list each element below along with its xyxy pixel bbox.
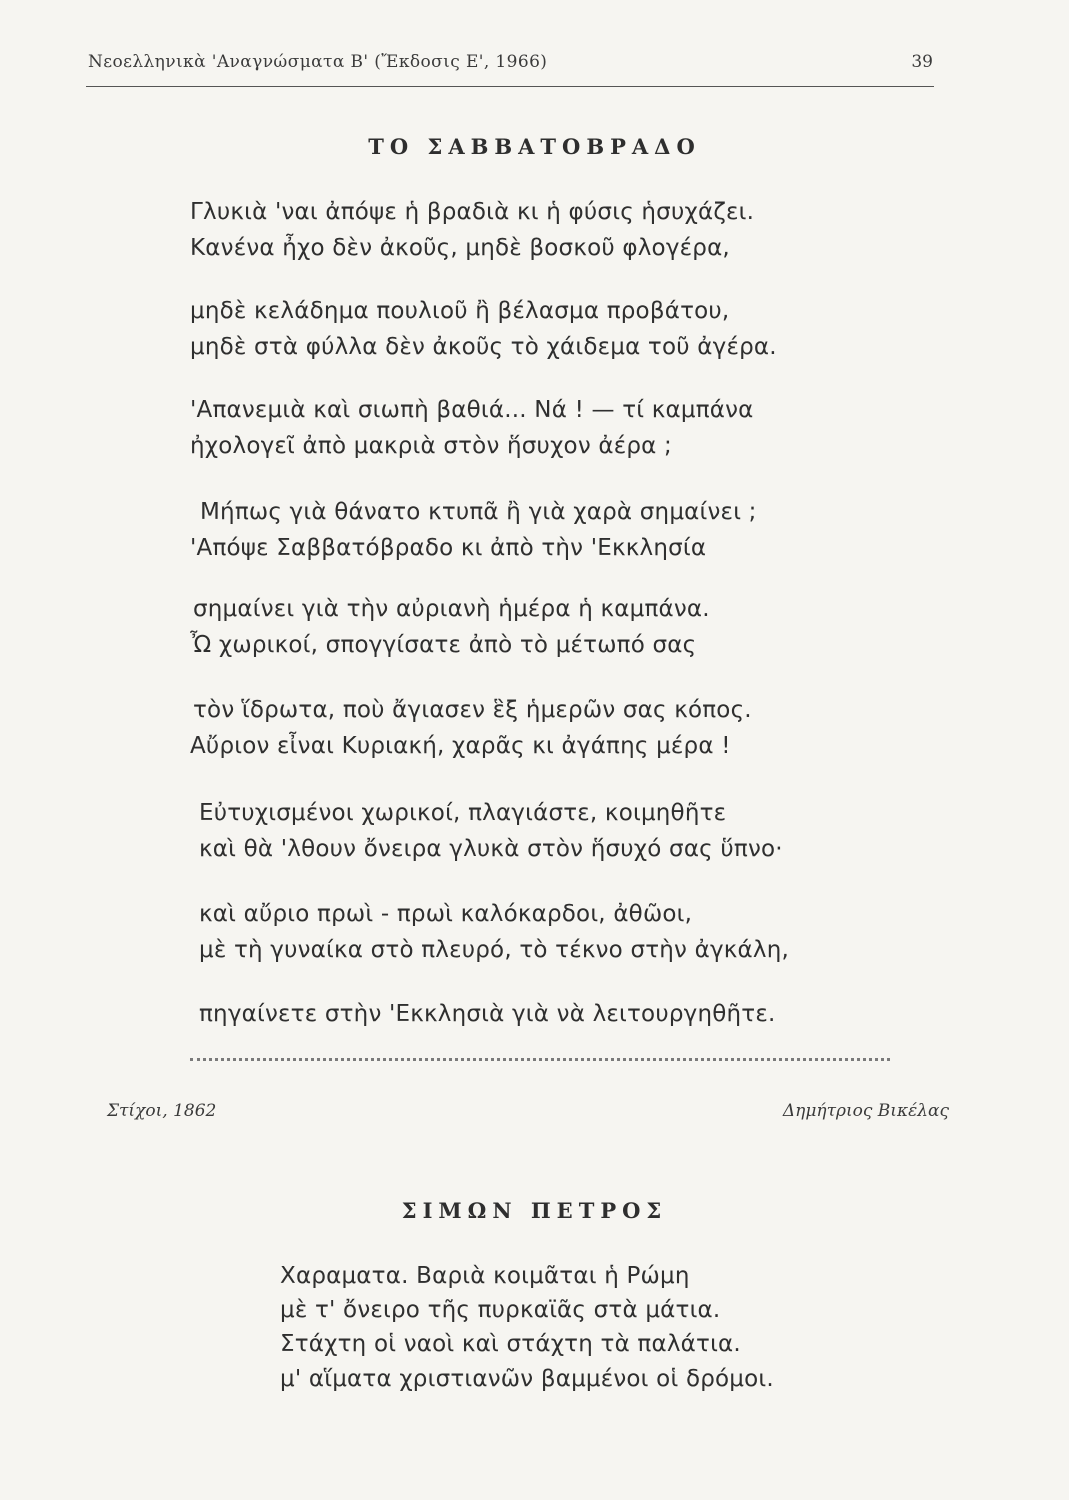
running-head-source: Νεοελληνικὰ 'Αναγνώσματα Β' (Ἔκδοσις Ε', 1966) — [88, 52, 548, 72]
verse-line: μὲ τὴ γυναίκα στὸ πλευρό, τὸ τέκνο στὴν ἀγκάλη, — [199, 937, 789, 963]
verse-line: καὶ θὰ 'λθουν ὄνειρα γλυκὰ στὸν ἥσυχό σας ὕπνο· — [199, 836, 783, 862]
verse-line: μηδὲ κελάδημα πουλιοῦ ἢ βέλασμα προβάτου, — [190, 298, 730, 324]
header-rule — [86, 86, 934, 87]
poem-source: Στίχοι, 1862 — [107, 1101, 217, 1121]
page-number: 39 — [911, 52, 933, 72]
poem-title-simon-petros: ΣΙΜΩΝ ΠΕΤΡΟΣ — [401, 1198, 668, 1223]
verse-line: μηδὲ στὰ φύλλα δὲν ἀκοῦς τὸ χάιδεμα τοῦ ἀγέρα. — [190, 334, 777, 360]
verse-line: πηγαίνετε στὴν 'Εκκλησιὰ γιὰ νὰ λειτουργηθῆτε. — [199, 1001, 776, 1027]
poem-author: Δημήτριος Βικέλας — [782, 1101, 949, 1121]
verse-line: Μήπως γιὰ θάνατο κτυπᾶ ἢ γιὰ χαρὰ σημαίνει ; — [200, 499, 757, 525]
verse-line: Κανένα ἦχο δὲν ἀκοῦς, μηδὲ βοσκοῦ φλογέρα, — [190, 235, 730, 261]
verse-line: καὶ αὔριο πρωὶ - πρωὶ καλόκαρδοι, ἀθῶοι, — [199, 901, 693, 927]
verse-line: Αὔριον εἶναι Κυριακή, χαρᾶς κι ἀγάπης μέρα ! — [190, 733, 731, 759]
verse-line: Ὦ χωρικοί, σπογγίσατε ἀπὸ τὸ μέτωπό σας — [190, 632, 697, 658]
verse-line: Εὐτυχισμένοι χωρικοί, πλαγιάστε, κοιμηθῆτε — [199, 800, 727, 826]
verse-line: 'Απόψε Σαββατόβραδο κι ἀπὸ τὴν 'Εκκλησία — [190, 535, 707, 561]
verse-line: σημαίνει γιὰ τὴν αὐριανὴ ἡμέρα ἡ καμπάνα. — [193, 596, 710, 622]
verse-line: ἠχολογεῖ ἀπὸ μακριὰ στὸν ἥσυχον ἀέρα ; — [190, 433, 672, 459]
dotted-separator — [190, 1058, 890, 1061]
verse-line: Χαραματα. Βαριὰ κοιμᾶται ἡ Ρώμη — [280, 1263, 690, 1289]
running-head — [88, 52, 933, 80]
verse-line: μ' αἵματα χριστιανῶν βαμμένοι οἱ δρόμοι. — [280, 1366, 774, 1392]
poem-title-sabbatovrado: ΤΟ ΣΑΒΒΑΤΟΒΡΑΔΟ — [368, 134, 701, 159]
verse-line: μὲ τ' ὄνειρο τῆς πυρκαϊᾶς στὰ μάτια. — [280, 1297, 721, 1323]
verse-line: τὸν ἵδρωτα, ποὺ ἄγιασεν ἓξ ἡμερῶν σας κόπος. — [193, 697, 752, 723]
verse-line: Γλυκιὰ 'ναι ἀπόψε ἡ βραδιὰ κι ἡ φύσις ἡσυχάζει. — [190, 199, 755, 225]
verse-line: 'Απανεμιὰ καὶ σιωπὴ βαθιά... Νά ! — τί καμπάνα — [190, 397, 754, 423]
verse-line: Στάχτη οἱ ναοὶ καὶ στάχτη τὰ παλάτια. — [280, 1331, 741, 1357]
